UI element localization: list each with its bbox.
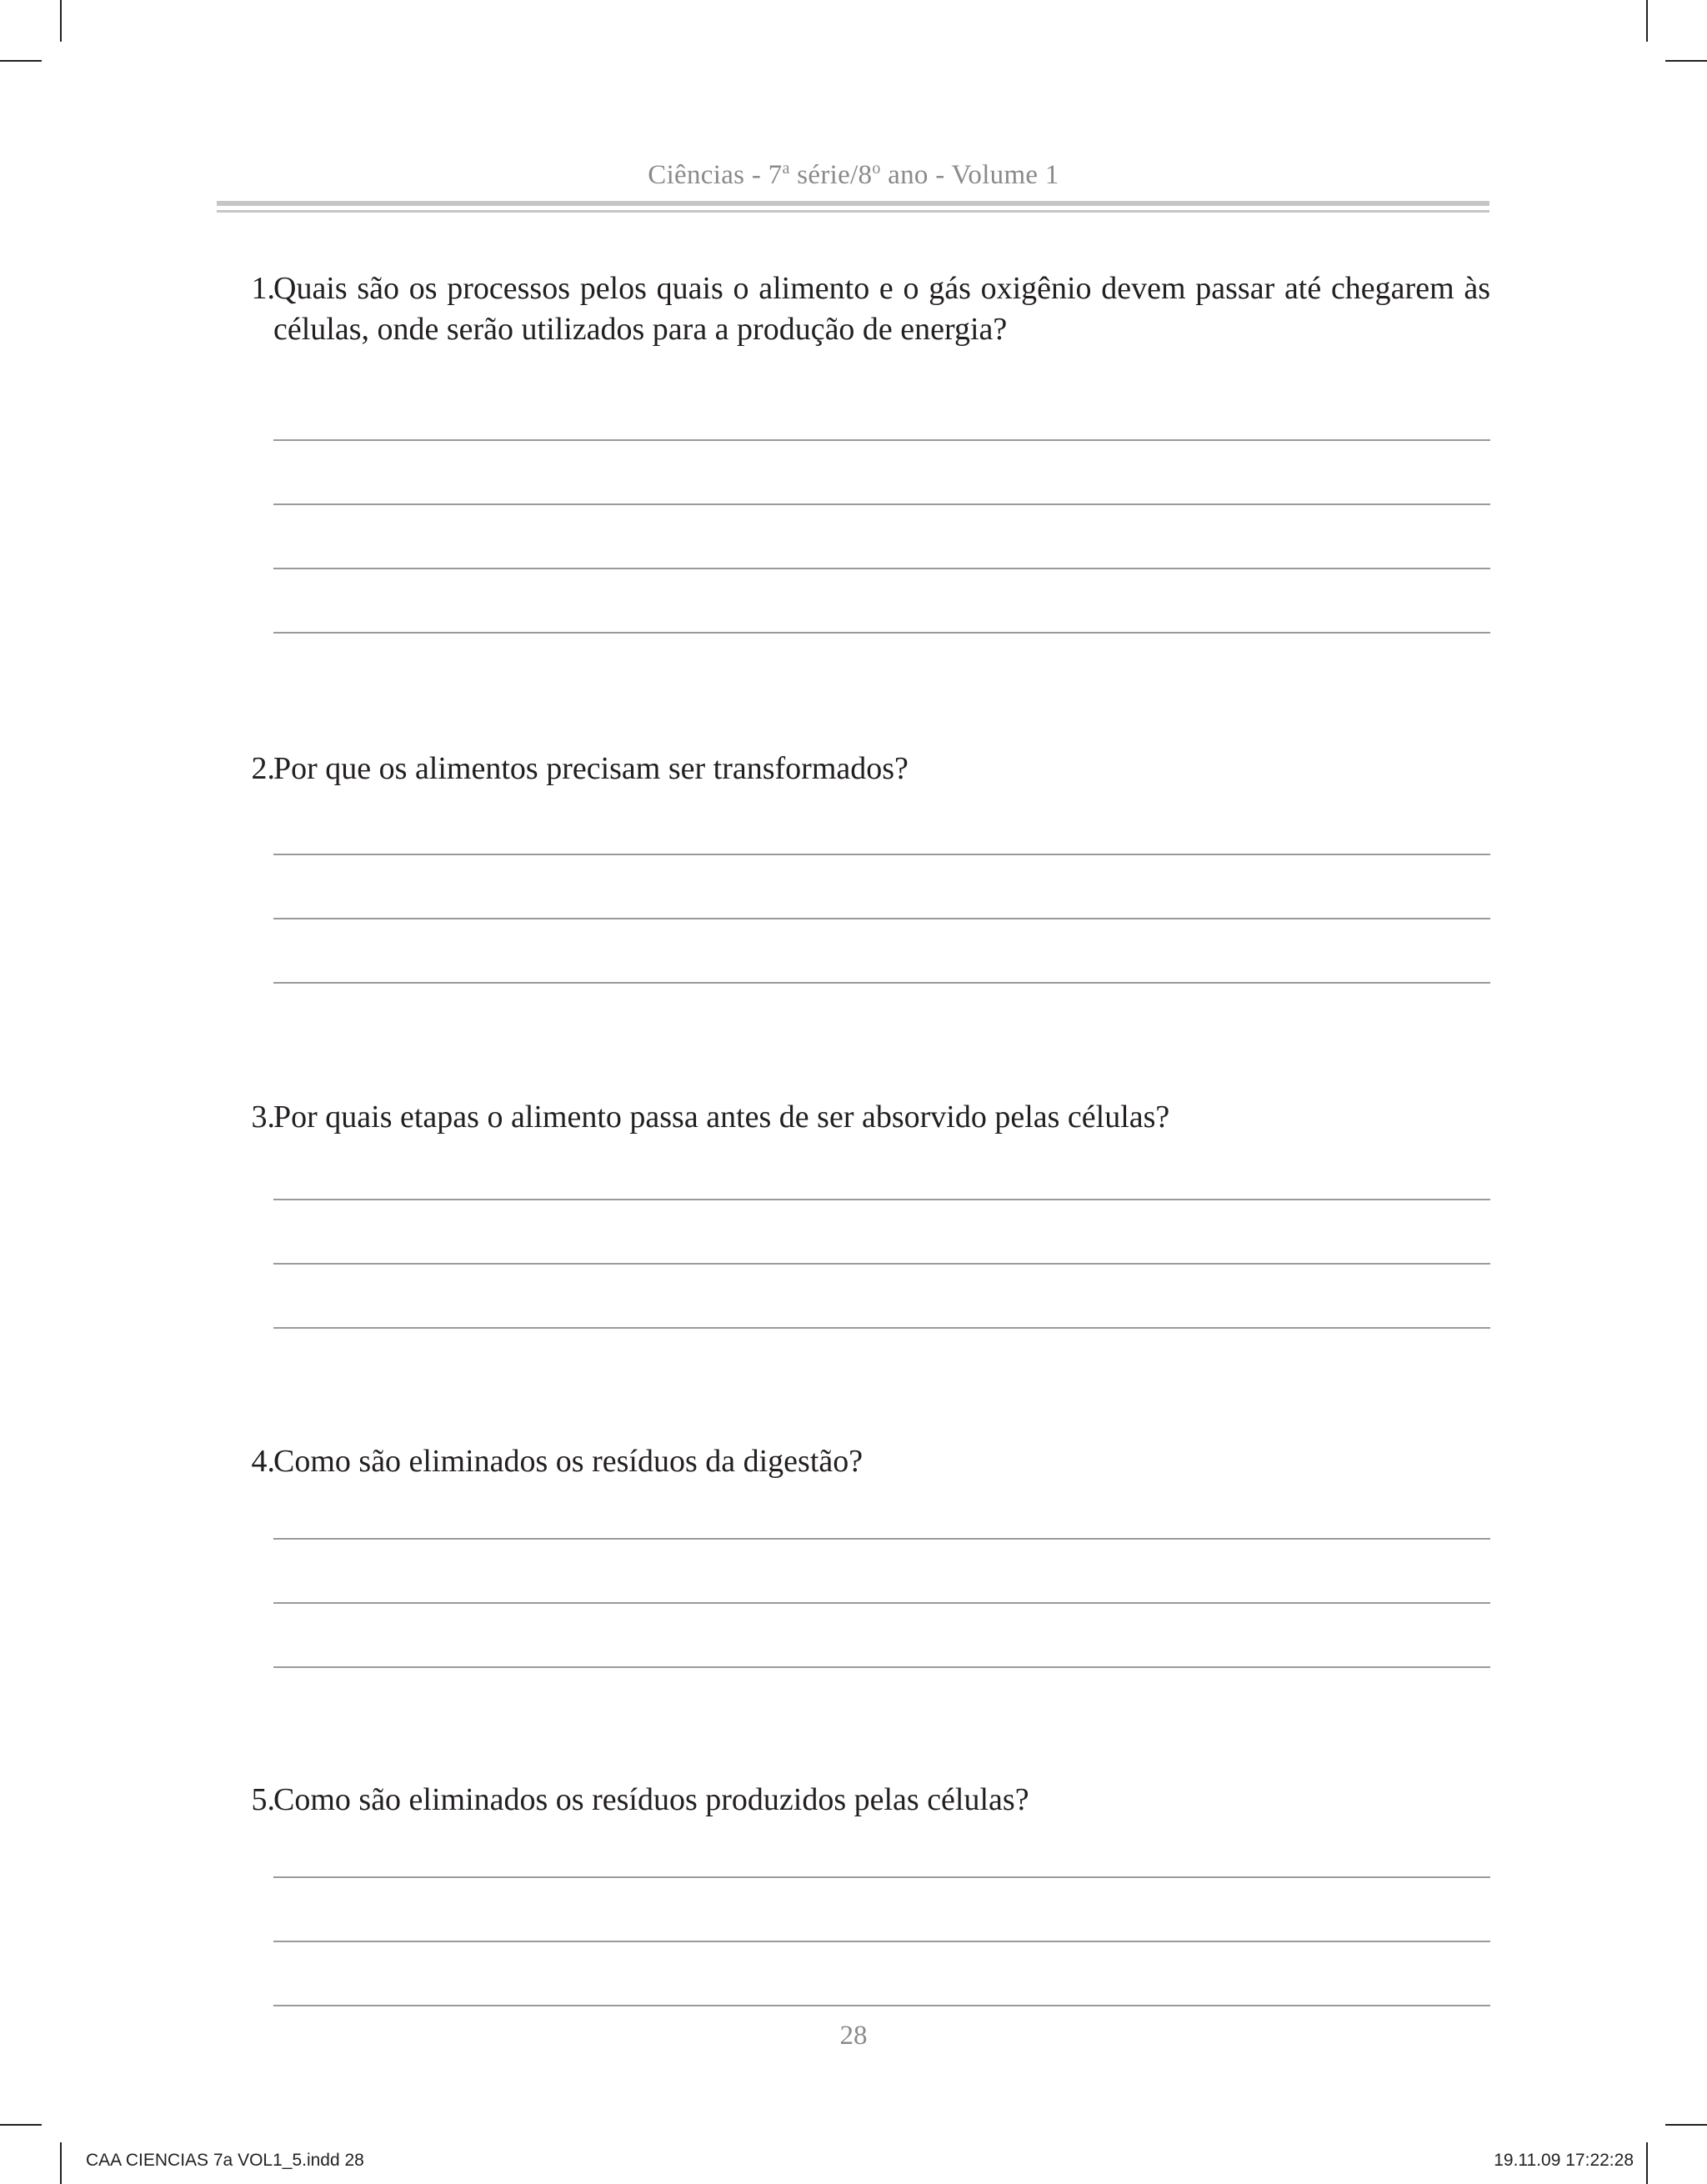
- answer-line[interactable]: [273, 1941, 1490, 1942]
- crop-mark-top-right: [1646, 0, 1648, 42]
- answer-line[interactable]: [273, 1602, 1490, 1604]
- print-slug-timestamp: 19.11.09 17:22:28: [1494, 2151, 1634, 2170]
- crop-mark-top-right-h: [1665, 60, 1707, 62]
- question-number: 1.: [251, 271, 275, 306]
- question-text: Quais são os processos pelos quais o alimento e o gás oxigênio devem passar até chegarem às células, onde serão utilizados para a produção de energia?: [273, 271, 1490, 347]
- question-text: Como são eliminados os resíduos produzidos pelas células?: [273, 1782, 1029, 1817]
- running-header: Ciências - 7$^a$ série/8$^o$ ano - Volume 1: [648, 159, 1059, 190]
- answer-line[interactable]: [273, 568, 1490, 569]
- answer-line[interactable]: [273, 1538, 1490, 1540]
- answer-line[interactable]: [273, 439, 1490, 441]
- answer-line[interactable]: [273, 1666, 1490, 1668]
- crop-mark-top-left-h: [0, 60, 42, 62]
- answer-line[interactable]: [273, 2005, 1490, 2006]
- crop-mark-bottom-right-h: [1665, 2124, 1707, 2126]
- answer-line[interactable]: [273, 1199, 1490, 1200]
- crop-mark-bottom-right: [1646, 2142, 1648, 2184]
- answer-line[interactable]: [273, 1327, 1490, 1329]
- answer-line[interactable]: [273, 982, 1490, 984]
- print-slug-filename: CAA CIENCIAS 7a VOL1_5.indd 28: [86, 2151, 364, 2170]
- question-number: 3.: [251, 1100, 275, 1135]
- crop-mark-bottom-left: [60, 2142, 62, 2184]
- crop-mark-bottom-left-h: [0, 2124, 42, 2126]
- header-rule-thin: [217, 210, 1489, 213]
- page-number: 28: [839, 2021, 868, 2051]
- question-number: 5.: [251, 1782, 275, 1817]
- crop-mark-top-left: [60, 0, 62, 42]
- question-text: Por que os alimentos precisam ser transformados?: [273, 751, 909, 786]
- answer-line[interactable]: [273, 1876, 1490, 1878]
- question-text: Por quais etapas o alimento passa antes de ser absorvido pelas células?: [273, 1100, 1170, 1135]
- answer-line[interactable]: [273, 632, 1490, 634]
- question-number: 2.: [251, 751, 275, 786]
- question-number: 4.: [251, 1444, 275, 1479]
- answer-line[interactable]: [273, 1263, 1490, 1265]
- answer-line[interactable]: [273, 854, 1490, 855]
- answer-line[interactable]: [273, 503, 1490, 505]
- question-text: Como são eliminados os resíduos da digestão?: [273, 1444, 864, 1479]
- answer-line[interactable]: [273, 918, 1490, 919]
- header-rule-thick: [217, 201, 1489, 206]
